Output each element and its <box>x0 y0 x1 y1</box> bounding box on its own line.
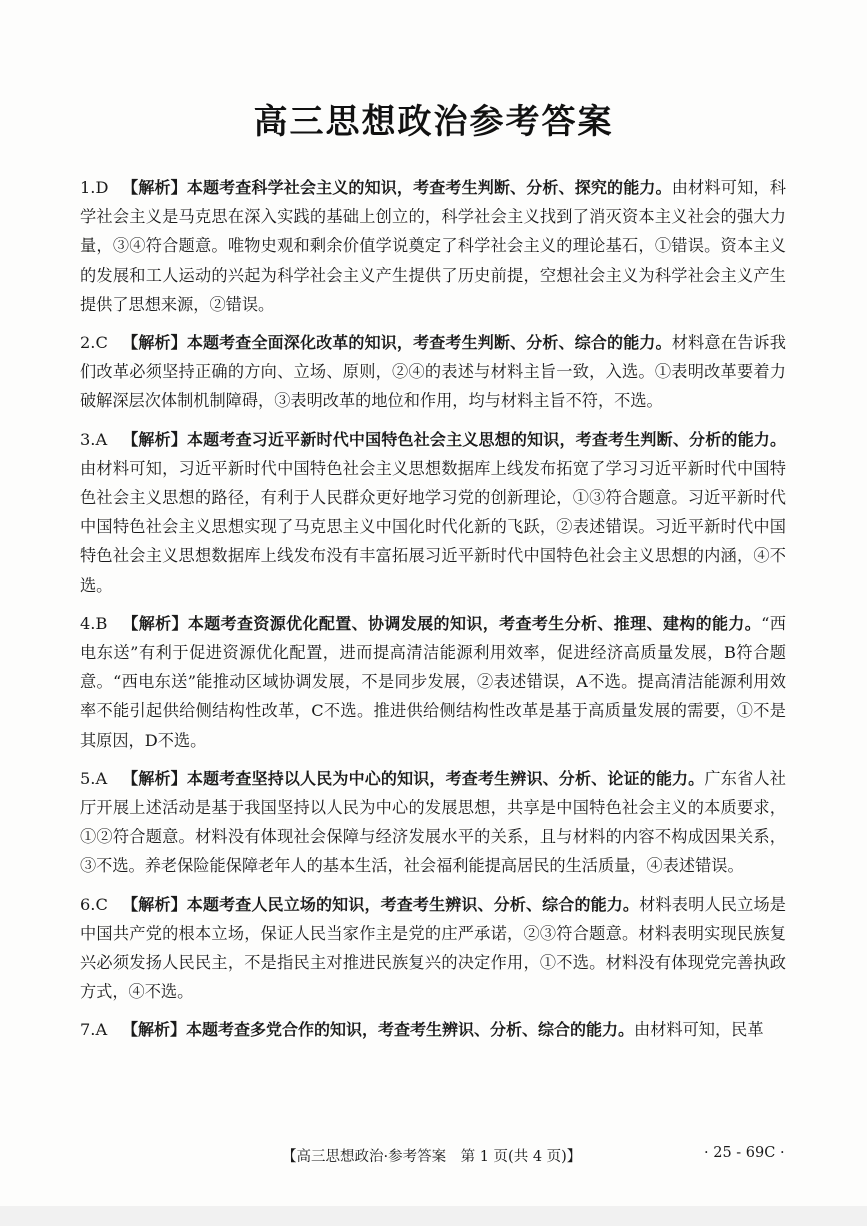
answer-text: “西电东送”有利于促进资源优化配置，进而提高清洁能源利用效率，促进经济高质量发展，B符合题意。“西电东送”能推动区域协调发展，不是同步发展，②表述错误，A不选。提高清洁能源利用效率不能引起供给侧结构性改革，C不选。推进供给侧结构性改革是基于高质量发展的需要，①不是其原因，D不选。 <box>80 613 786 750</box>
analysis-tag: 【解析】 <box>122 894 187 914</box>
answer-lead: 本题考查科学社会主义的知识，考查考生判断、分析、探究的能力。 <box>186 178 672 197</box>
analysis-tag: 【解析】 <box>122 333 187 353</box>
answer-text: 广东省人社厅开展上述活动是基于我国坚持以人民为中心的发展思想，共享是中国特色社会主义的本质要求，①②符合题意。材料没有体现社会保障与经济发展水平的关系，且与材料的内容不构成因果关系，③不选。养老保险能保障老年人的基本生活，社会福利能提高居民的生活质量，④表述错误。 <box>80 768 786 876</box>
answer-text: 材料表明人民立场是中国共产党的根本立场，保证人民当家作主是党的庄严承诺，②③符合题意。材料表明实现民族复兴必须发扬人民民主，不是指民主对推进民族复兴的决定作用，①不选。材料没有体现党完善执政方式，④不选。 <box>80 894 786 1002</box>
answer-text: 由材料可知，民革 <box>634 1020 764 1040</box>
answer-lead: 本题考查坚持以人民为中心的知识，考查考生辨识、分析、论证的能力。 <box>186 768 705 788</box>
analysis-tag: 【解析】 <box>122 613 188 633</box>
answer-number: 6.C <box>80 894 108 914</box>
answer-text: 由材料可知，科学社会主义是马克思在深入实践的基础上创立的，科学社会主义找到了消灭资本主义社会的强大力量，③④符合题意。唯物史观和剩余价值学说奠定了科学社会主义的理论基石，①错误。资本主义的发展和工人运动的兴起为科学社会主义产生提供了历史前提，空想社会主义为科学社会主义产生提供了思想来源，②错误。 <box>80 178 786 314</box>
answer-lead: 本题考查资源优化配置、协调发展的知识，考查考生分析、推理、建构的能力。 <box>187 613 762 633</box>
answer-item-2 <box>80 328 786 416</box>
answer-lead: 本题考查人民立场的知识，考查考生辨识、分析、综合的能力。 <box>186 894 640 914</box>
answer-item-5 <box>80 764 786 881</box>
page-title: 高三思想政治参考答案 <box>253 102 614 142</box>
answer-text: 材料意在告诉我们改革必须坚持正确的方向、立场、原则，②④的表述与材料主旨一致，入选。①表明改革要着力破解深层次体制机制障碍，③表明改革的地位和作用，均与材料主旨不符，不选。 <box>80 333 786 411</box>
page-bottom-edge <box>0 1206 867 1226</box>
answer-lead: 本题考查多党合作的知识，考查考生辨识、分析、综合的能力。 <box>186 1020 635 1040</box>
answer-item-7 <box>80 1015 786 1044</box>
answer-text: 由材料可知，习近平新时代中国特色社会主义思想数据库上线发布拓宽了学习习近平新时代中国特色社会主义思想的路径，有利于人民群众更好地学习党的创新理论，①③符合题意。习近平新时代中国特色社会主义思想实现了马克思主义中国化时代化新的飞跃，②表述错误。习近平新时代中国特色社会主义思想数据库上线发布没有丰富拓展习近平新时代中国特色社会主义思想的内涵，④不选。 <box>80 458 786 595</box>
analysis-tag: 【解析】 <box>122 768 187 788</box>
answer-item-1 <box>80 173 786 319</box>
answer-item-3 <box>80 425 786 600</box>
footer-page-label: 【高三思想政治·参考答案 第 1 页(共 4 页)】 <box>282 1149 582 1165</box>
answer-number: 5.A <box>80 768 108 788</box>
answer-number: 4.B <box>80 613 108 633</box>
answer-number: 3.A <box>80 429 108 449</box>
analysis-tag: 【解析】 <box>122 429 187 449</box>
answer-number: 1.D <box>80 178 109 197</box>
answer-lead: 本题考查全面深化改革的知识，考查考生判断、分析、综合的能力。 <box>186 333 672 353</box>
answer-item-6 <box>80 890 786 1007</box>
analysis-tag: 【解析】 <box>122 1020 187 1040</box>
answer-number: 2.C <box>80 333 108 353</box>
answer-list <box>80 173 786 1054</box>
answer-number: 7.A <box>80 1020 108 1040</box>
analysis-tag: 【解析】 <box>122 178 187 197</box>
footer-doc-code: · 25 - 69C · <box>704 1145 785 1161</box>
answer-lead: 本题考查习近平新时代中国特色社会主义思想的知识，考查考生判断、分析的能力。 <box>186 429 786 449</box>
answer-item-4 <box>80 609 786 755</box>
